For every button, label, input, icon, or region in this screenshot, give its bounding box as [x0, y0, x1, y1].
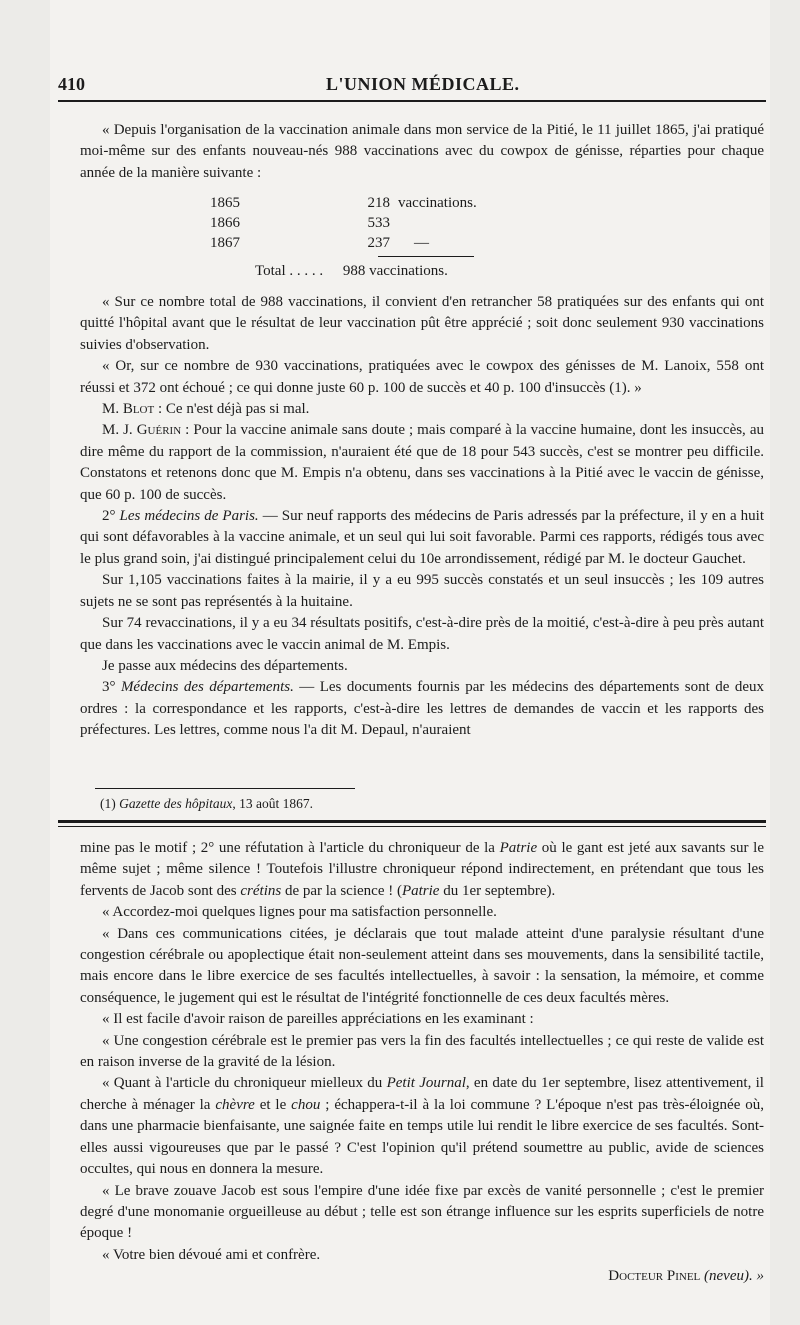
paragraph: « Votre bien dévoué ami et confrère.: [102, 1246, 321, 1263]
paragraph: 2° Les médecins de Paris. — Sur neuf rapports des médecins de Paris adressés par la préfecture, il y en a huit qui sont défavorables à la vaccine animale, et un seul qui lui soit favorable. Parmi ces rapports, rédigés tous avec le plus grand soin, j'ai distingué principalement celui du 10e arrondissement, rédigé par M. le docteur Gauchet.: [80, 508, 765, 567]
paragraph: mine pas le motif ; 2° une réfutation à l'article du chroniqueur de la Patrie où le gant est jeté aux savants sur le même sujet ; même silence ! Toutefois l'illustre chroniqueur répond indirectement, en prétendant que tous les fervents de Jacob sont des crétins de par la science ! (Patrie du 1er septembre).: [80, 840, 764, 899]
section-rule: [58, 820, 766, 823]
paragraph: « Depuis l'organisation de la vaccination animale dans mon service de la Pitié, le 11 juillet 1865, j'ai pratiqué moi-même sur des enfants nouveau-nés 988 vaccinations avec du cowpox de génisse, réparties pour chaque année de la manière suivante :: [80, 122, 764, 181]
table-row: 1867 237 —: [210, 235, 429, 251]
paragraph: Sur 1,105 vaccinations faites à la mairie, il y a eu 995 succès constatés et un seul insuccès ; les 109 autres sujets ne se sont pas représentés à la huitaine.: [80, 572, 764, 610]
paragraph: « Une congestion cérébrale est le premier pas vers la fin des facultés intellectuelles ; ce qui reste de valide est en raison inverse de la gravité de la lésion.: [80, 1032, 764, 1071]
table-row: 1866 533: [210, 215, 390, 231]
intro-paragraph: [80, 120, 764, 184]
body-part-1: [80, 292, 764, 742]
header-rule: [58, 100, 766, 102]
paragraph: 3° Médecins des départements. — Les documents fournis par les médecins des départements sont de deux ordres : la correspondance et les rapports, c'est-à-dire les lettres de demandes de vaccin et les rapports des préfectures. Les lettres, comme nous l'a dit M. Depaul, n'auraient: [80, 679, 764, 739]
paragraph: « Or, sur ce nombre de 930 vaccinations, pratiquées avec le cowpox des génisses de M. Lanoix, 558 ont réussi et 372 ont échoué ; ce qui donne juste 60 p. 100 de succès et 40 p. 100 d'insuccès (1). »: [80, 358, 764, 396]
paragraph: Je passe aux médecins des départements.: [102, 657, 348, 674]
page-header: [58, 74, 766, 96]
section-heading: Les médecins de Paris.: [119, 508, 259, 525]
paragraph: « Le brave zouave Jacob est sous l'empire d'une idée fixe par excès de vanité personnelle ; c'est le premier degré d'une monomanie orgueilleuse au début ; telle est son étrange influence sur les esprits superficiels de notre époque !: [80, 1182, 764, 1242]
speaker-name: M. J. Guérin: [102, 422, 182, 439]
paragraph: « Sur ce nombre total de 988 vaccinations, il convient d'en retrancher 58 pratiquées sur des enfants qui ont quitté l'hôpital avant que le résultat de leur vaccination pût être apprécié ; soit donc seulement 930 vaccinations suivies d'observation.: [80, 294, 764, 353]
table-row: 1865 218 vaccinations.: [210, 195, 477, 211]
paragraph: M. Blot : Ce n'est déjà pas si mal.: [102, 401, 310, 418]
speaker-name: M. Blot: [102, 401, 155, 418]
paragraph: « Il est facile d'avoir raison de pareilles appréciations en les examinant :: [102, 1011, 534, 1028]
paragraph: « Accordez-moi quelques lignes pour ma satisfaction personnelle.: [102, 904, 497, 921]
running-title: L'UNION MÉDICALE.: [326, 74, 520, 94]
paragraph: « Quant à l'article du chroniqueur mielleux du Petit Journal, en date du 1er septembre, lisez attentivement, il cherche à ménager la chèvre et le chou ; échappera-t-il à la loi commune ? L'époque n'est pas très-éloignée où, dans une pharmacie bienfaisante, une saignée faite en temps utile lui rendit le libre exercice de ses facultés. Sont-elles aussi vigoureuses que par le passé ? C'est l'opinion qu'il prétend soumettre au public, avide de sciences occultes, qui nous en donnera la mesure.: [80, 1075, 765, 1178]
signature: Docteur Pinel (neveu). »: [608, 1268, 764, 1285]
total-label: Total . . . . .: [255, 263, 324, 279]
body-part-2: [80, 838, 764, 1288]
footnote-rule: [95, 788, 355, 789]
total-value: 988 vaccinations.: [342, 263, 448, 279]
paragraph: « Dans ces communications citées, je déclarais que tout malade atteint d'une paralysie résultant d'une congestion cérébrale ou apoplectique était non-seulement atteint dans ses mouvements, dans la sensibilité tactile, mais encore dans le libre exercice de ses facultés intellectuelles, à savoir : la sensation, la mémoire, et comme conséquence, le jugement qui est le résultat de l'intégrité fonctionnelle de ces deux facultés mères.: [80, 925, 764, 1006]
footnote: (1) Gazette des hôpitaux, 13 août 1867.: [100, 796, 313, 811]
section-rule-thin: [58, 826, 766, 827]
vaccination-table: [210, 193, 477, 253]
page-number: 410: [58, 74, 85, 94]
table-total: [255, 263, 464, 280]
paragraph: Sur 74 revaccinations, il y a eu 34 résultats positifs, c'est-à-dire près de la moitié, c'est-à-dire à peu près autant que dans les vaccinations avec le vaccin animal de M. Empis.: [80, 615, 764, 653]
sum-rule: [378, 256, 474, 257]
paragraph: M. J. Guérin : Pour la vaccine animale sans doute ; mais comparé à la vaccine humaine, dont les insuccès, au dire même du rapport de la commission, n'auraient été que de 18 pour 543 succès, c'est se montrer peu difficile. Constatons et retenons donc que M. Empis n'a obtenu, dans ses vaccinations à la Pitié avec le vaccin de génisse, que 60 p. 100 de succès.: [80, 422, 764, 503]
section-heading: Médecins des départements.: [120, 679, 294, 696]
